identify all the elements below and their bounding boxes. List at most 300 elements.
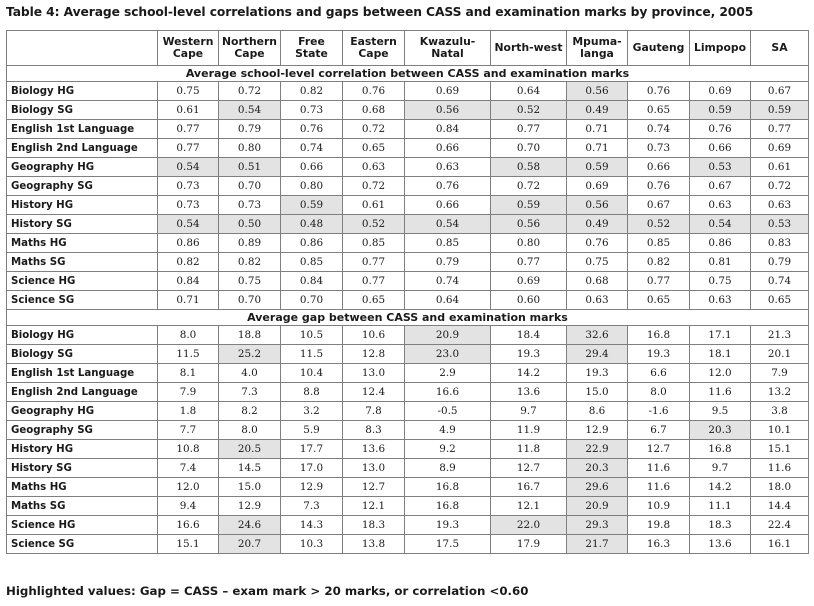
table-cell: 0.51 (219, 158, 281, 177)
table-cell: 20.9 (567, 497, 628, 516)
table-cell: 0.75 (567, 253, 628, 272)
table-cell: 12.7 (343, 478, 405, 497)
table-row (7, 402, 809, 421)
table-cell: 0.71 (567, 120, 628, 139)
table-cell: 0.48 (281, 215, 343, 234)
table-cell: 0.69 (567, 177, 628, 196)
table-cell: 18.3 (343, 516, 405, 535)
table-cell: 12.9 (219, 497, 281, 516)
table-cell: 0.77 (491, 253, 567, 272)
row-label: English 1st Language (7, 364, 158, 383)
table-cell: 18.4 (491, 326, 567, 345)
table-cell: 17.7 (281, 440, 343, 459)
table-cell: 11.5 (281, 345, 343, 364)
table-cell: 0.67 (690, 177, 751, 196)
table-cell: 0.59 (690, 101, 751, 120)
table-cell: 0.66 (405, 196, 491, 215)
table-cell: 11.5 (158, 345, 219, 364)
table-cell: 0.63 (751, 196, 809, 215)
table-cell: 0.74 (751, 272, 809, 291)
table-cell: 16.8 (690, 440, 751, 459)
table-cell: 15.1 (158, 535, 219, 554)
table-cell: 16.6 (158, 516, 219, 535)
column-header-line1: Free (298, 35, 325, 48)
table-cell: 0.69 (751, 139, 809, 158)
table-cell: 18.3 (690, 516, 751, 535)
table-cell: 14.5 (219, 459, 281, 478)
table-cell: 18.0 (751, 478, 809, 497)
table-cell: 16.1 (751, 535, 809, 554)
table-cell: 12.0 (690, 364, 751, 383)
table-cell: 13.6 (343, 440, 405, 459)
row-label: Biology SG (7, 101, 158, 120)
column-header-line1: Limpopo (693, 41, 747, 54)
table-cell: 0.56 (405, 101, 491, 120)
column-header (751, 31, 809, 66)
table-cell: 0.72 (751, 177, 809, 196)
table-row (7, 345, 809, 364)
row-label: Maths SG (7, 497, 158, 516)
table-cell: 0.84 (281, 272, 343, 291)
table-cell: 14.2 (491, 364, 567, 383)
column-header-line2: langa (580, 47, 614, 60)
table-cell: 0.66 (281, 158, 343, 177)
table-cell: 0.85 (628, 234, 690, 253)
table-cell: 8.2 (219, 402, 281, 421)
table-cell: 0.69 (690, 82, 751, 101)
table-cell: 0.74 (628, 120, 690, 139)
row-label: English 1st Language (7, 120, 158, 139)
table-row (7, 272, 809, 291)
table-cell: 0.69 (405, 82, 491, 101)
row-label: Geography HG (7, 158, 158, 177)
row-label: Geography HG (7, 402, 158, 421)
table-row (7, 253, 809, 272)
table-cell: 12.8 (343, 345, 405, 364)
table-cell: 0.79 (751, 253, 809, 272)
table-cell: 15.1 (751, 440, 809, 459)
section-header-row (7, 310, 809, 326)
table-cell: 29.3 (567, 516, 628, 535)
table-cell: 0.77 (343, 272, 405, 291)
table-cell: 0.73 (628, 139, 690, 158)
table-cell: 10.4 (281, 364, 343, 383)
table-cell: -0.5 (405, 402, 491, 421)
table-cell: 21.7 (567, 535, 628, 554)
table-row (7, 459, 809, 478)
table-cell: 20.9 (405, 326, 491, 345)
table-cell: 16.8 (405, 497, 491, 516)
row-label: History HG (7, 440, 158, 459)
row-label: Science HG (7, 516, 158, 535)
table-cell: 14.2 (690, 478, 751, 497)
table-cell: 11.9 (491, 421, 567, 440)
table-cell: 12.0 (158, 478, 219, 497)
table-cell: 10.5 (281, 326, 343, 345)
column-header (491, 31, 567, 66)
column-header (281, 31, 343, 66)
table-cell: 25.2 (219, 345, 281, 364)
table-cell: 0.61 (158, 101, 219, 120)
table-cell: 0.70 (219, 291, 281, 310)
row-label: English 2nd Language (7, 139, 158, 158)
table-cell: 0.64 (405, 291, 491, 310)
table-cell: 0.81 (690, 253, 751, 272)
column-header (628, 31, 690, 66)
table-cell: 14.3 (281, 516, 343, 535)
table-cell: 0.52 (491, 101, 567, 120)
row-label: Biology SG (7, 345, 158, 364)
table-cell: 11.6 (628, 459, 690, 478)
table-cell: 8.8 (281, 383, 343, 402)
table-cell: 7.9 (158, 383, 219, 402)
table-cell: 0.66 (690, 139, 751, 158)
table-title: Table 4: Average school-level correlations and gaps between CASS and examination marks by province, 2005 (6, 5, 754, 19)
table-cell: 0.54 (158, 215, 219, 234)
table-cell: 24.6 (219, 516, 281, 535)
table-cell: -1.6 (628, 402, 690, 421)
table-cell: 0.77 (343, 253, 405, 272)
table-cell: 15.0 (567, 383, 628, 402)
table-cell: 18.1 (690, 345, 751, 364)
column-header-line1: Northern (222, 35, 277, 48)
table-cell: 0.70 (281, 291, 343, 310)
table-cell: 0.59 (751, 101, 809, 120)
table-cell: 7.9 (751, 364, 809, 383)
table-cell: 20.3 (690, 421, 751, 440)
row-label: Science SG (7, 535, 158, 554)
table-cell: 12.1 (343, 497, 405, 516)
table-row (7, 234, 809, 253)
table-cell: 7.3 (281, 497, 343, 516)
table-cell: 16.8 (405, 478, 491, 497)
table-cell: 0.89 (219, 234, 281, 253)
column-header (219, 31, 281, 66)
table-cell: 0.61 (343, 196, 405, 215)
table-cell: 0.82 (219, 253, 281, 272)
table-cell: 0.71 (567, 139, 628, 158)
table-cell: 0.68 (567, 272, 628, 291)
table-cell: 0.65 (343, 291, 405, 310)
table-row (7, 478, 809, 497)
table-cell: 0.79 (219, 120, 281, 139)
table-cell: 0.52 (343, 215, 405, 234)
table-cell: 0.67 (751, 82, 809, 101)
table-cell: 0.86 (281, 234, 343, 253)
table-cell: 0.86 (690, 234, 751, 253)
table-cell: 32.6 (567, 326, 628, 345)
table-cell: 10.1 (751, 421, 809, 440)
section-title: Average school-level correlation between CASS and examination marks (7, 66, 809, 82)
table-cell: 0.79 (405, 253, 491, 272)
table-cell: 17.5 (405, 535, 491, 554)
table-cell: 18.8 (219, 326, 281, 345)
table-cell: 13.8 (343, 535, 405, 554)
table-cell: 13.2 (751, 383, 809, 402)
row-label: Biology HG (7, 326, 158, 345)
table-row (7, 215, 809, 234)
table-cell: 0.63 (690, 291, 751, 310)
table-cell: 13.6 (690, 535, 751, 554)
column-header-line1: Mpuma- (572, 35, 622, 48)
table-cell: 0.63 (567, 291, 628, 310)
row-label: Biology HG (7, 82, 158, 101)
table-cell: 0.76 (628, 82, 690, 101)
table-cell: 0.72 (219, 82, 281, 101)
table-cell: 0.77 (751, 120, 809, 139)
table-cell: 0.50 (219, 215, 281, 234)
table-cell: 11.1 (690, 497, 751, 516)
table-cell: 0.73 (158, 177, 219, 196)
table-row (7, 291, 809, 310)
table-cell: 1.8 (158, 402, 219, 421)
table-cell: 14.4 (751, 497, 809, 516)
table-cell: 19.3 (405, 516, 491, 535)
table-cell: 2.9 (405, 364, 491, 383)
table-cell: 0.76 (281, 120, 343, 139)
column-header-line1: Western (162, 35, 214, 48)
table-cell: 10.8 (158, 440, 219, 459)
table-row (7, 101, 809, 120)
table-cell: 0.66 (405, 139, 491, 158)
row-label: Science SG (7, 291, 158, 310)
table-cell: 8.1 (158, 364, 219, 383)
row-label: Geography SG (7, 421, 158, 440)
row-label: English 2nd Language (7, 383, 158, 402)
column-header-line1: SA (771, 41, 788, 54)
table-cell: 16.7 (491, 478, 567, 497)
table-cell: 19.3 (628, 345, 690, 364)
column-header (567, 31, 628, 66)
table-cell: 20.3 (567, 459, 628, 478)
table-cell: 0.67 (628, 196, 690, 215)
table-cell: 19.3 (567, 364, 628, 383)
table-cell: 7.3 (219, 383, 281, 402)
row-label: History HG (7, 196, 158, 215)
table-cell: 20.5 (219, 440, 281, 459)
table-cell: 8.3 (343, 421, 405, 440)
table-cell: 0.74 (405, 272, 491, 291)
table-cell: 0.80 (281, 177, 343, 196)
table-cell: 10.3 (281, 535, 343, 554)
table-cell: 0.76 (405, 177, 491, 196)
row-label: History SG (7, 215, 158, 234)
table-cell: 19.8 (628, 516, 690, 535)
table-cell: 0.75 (690, 272, 751, 291)
table-cell: 29.4 (567, 345, 628, 364)
footnote: Highlighted values: Gap = CASS – exam mark > 20 marks, or correlation <0.60 (6, 584, 529, 598)
column-header-line2: Cape (234, 47, 265, 60)
table-cell: 29.6 (567, 478, 628, 497)
table-cell: 6.7 (628, 421, 690, 440)
table-cell: 13.0 (343, 459, 405, 478)
table-cell: 0.69 (491, 272, 567, 291)
table-cell: 0.68 (343, 101, 405, 120)
row-label-header (7, 31, 158, 66)
column-header (158, 31, 219, 66)
table-cell: 7.8 (343, 402, 405, 421)
table-row (7, 364, 809, 383)
table-cell: 0.58 (491, 158, 567, 177)
table-cell: 0.86 (158, 234, 219, 253)
table-cell: 0.64 (491, 82, 567, 101)
table-cell: 0.52 (628, 215, 690, 234)
table-row (7, 120, 809, 139)
table-cell: 11.6 (751, 459, 809, 478)
table-cell: 10.9 (628, 497, 690, 516)
table-cell: 0.82 (281, 82, 343, 101)
table-cell: 12.7 (628, 440, 690, 459)
table-cell: 9.7 (690, 459, 751, 478)
table-cell: 7.7 (158, 421, 219, 440)
table-cell: 7.4 (158, 459, 219, 478)
table-cell: 9.5 (690, 402, 751, 421)
table-cell: 6.6 (628, 364, 690, 383)
table-cell: 12.7 (491, 459, 567, 478)
data-table (6, 30, 809, 554)
table-cell: 9.4 (158, 497, 219, 516)
table-cell: 13.0 (343, 364, 405, 383)
table-cell: 0.85 (343, 234, 405, 253)
row-label: Geography SG (7, 177, 158, 196)
table-row (7, 196, 809, 215)
column-header (405, 31, 491, 66)
table-cell: 19.3 (491, 345, 567, 364)
table-row (7, 383, 809, 402)
table-cell: 0.56 (491, 215, 567, 234)
table-row (7, 82, 809, 101)
table-row (7, 139, 809, 158)
table-cell: 10.6 (343, 326, 405, 345)
table-row (7, 440, 809, 459)
table-cell: 0.80 (219, 139, 281, 158)
column-header-line1: Gauteng (632, 41, 685, 54)
table-cell: 20.7 (219, 535, 281, 554)
table-cell: 12.4 (343, 383, 405, 402)
table-cell: 12.9 (281, 478, 343, 497)
table-cell: 0.59 (567, 158, 628, 177)
table-row (7, 421, 809, 440)
table-cell: 0.53 (751, 215, 809, 234)
table-cell: 20.1 (751, 345, 809, 364)
table-cell: 0.54 (405, 215, 491, 234)
section-header-row (7, 66, 809, 82)
table-cell: 16.8 (628, 326, 690, 345)
table-cell: 0.77 (158, 139, 219, 158)
table-cell: 0.72 (343, 177, 405, 196)
table-cell: 11.8 (491, 440, 567, 459)
table-cell: 17.1 (690, 326, 751, 345)
table-cell: 8.0 (628, 383, 690, 402)
header-row (7, 31, 809, 66)
table-cell: 0.76 (628, 177, 690, 196)
table-cell: 23.0 (405, 345, 491, 364)
table-cell: 15.0 (219, 478, 281, 497)
table-cell: 0.49 (567, 101, 628, 120)
table-row (7, 177, 809, 196)
table-cell: 0.70 (219, 177, 281, 196)
table-cell: 0.76 (690, 120, 751, 139)
table-cell: 21.3 (751, 326, 809, 345)
table-cell: 0.84 (405, 120, 491, 139)
column-header-line1: North-west (494, 41, 563, 54)
table-cell: 0.72 (491, 177, 567, 196)
row-label: Maths HG (7, 234, 158, 253)
table-cell: 0.66 (628, 158, 690, 177)
column-header (690, 31, 751, 66)
table-cell: 0.56 (567, 196, 628, 215)
table-cell: 22.9 (567, 440, 628, 459)
table-row (7, 326, 809, 345)
table-cell: 16.6 (405, 383, 491, 402)
table-cell: 0.73 (281, 101, 343, 120)
table-cell: 3.8 (751, 402, 809, 421)
table-cell: 17.9 (491, 535, 567, 554)
table-cell: 0.65 (628, 291, 690, 310)
table-cell: 8.0 (219, 421, 281, 440)
column-header-line2: Cape (358, 47, 389, 60)
table-cell: 0.75 (219, 272, 281, 291)
table-cell: 22.4 (751, 516, 809, 535)
table-cell: 0.63 (690, 196, 751, 215)
table-cell: 4.0 (219, 364, 281, 383)
column-header-line2: Cape (172, 47, 204, 60)
table-cell: 0.77 (491, 120, 567, 139)
table-cell: 0.65 (343, 139, 405, 158)
column-header (343, 31, 405, 66)
section-title: Average gap between CASS and examination marks (7, 310, 809, 326)
table-cell: 0.77 (158, 120, 219, 139)
table-cell: 0.76 (567, 234, 628, 253)
table-cell: 0.74 (281, 139, 343, 158)
table-cell: 12.9 (567, 421, 628, 440)
table-cell: 0.73 (158, 196, 219, 215)
table-cell: 12.1 (491, 497, 567, 516)
column-header-line1: Eastern (350, 35, 397, 48)
column-header-line1: Kwazulu- (419, 35, 476, 48)
table-cell: 0.85 (405, 234, 491, 253)
table-row (7, 158, 809, 177)
table-cell: 0.61 (751, 158, 809, 177)
table-cell: 0.65 (628, 101, 690, 120)
table-row (7, 535, 809, 554)
table-cell: 0.63 (405, 158, 491, 177)
table-cell: 0.80 (491, 234, 567, 253)
row-label: Maths SG (7, 253, 158, 272)
table-cell: 0.73 (219, 196, 281, 215)
table-cell: 16.3 (628, 535, 690, 554)
table-cell: 3.2 (281, 402, 343, 421)
table-cell: 0.54 (690, 215, 751, 234)
table-cell: 9.2 (405, 440, 491, 459)
row-label: History SG (7, 459, 158, 478)
column-header-line2: State (295, 47, 328, 60)
table-cell: 0.70 (491, 139, 567, 158)
table-cell: 0.75 (158, 82, 219, 101)
table-cell: 0.85 (281, 253, 343, 272)
table-body (7, 66, 809, 554)
table-cell: 0.59 (491, 196, 567, 215)
table-cell: 8.6 (567, 402, 628, 421)
table-cell: 0.54 (158, 158, 219, 177)
column-header-line2: Natal (431, 47, 464, 60)
table-cell: 11.6 (628, 478, 690, 497)
table-cell: 0.59 (281, 196, 343, 215)
table-cell: 0.82 (158, 253, 219, 272)
table-cell: 0.84 (158, 272, 219, 291)
table-cell: 0.65 (751, 291, 809, 310)
table-cell: 17.0 (281, 459, 343, 478)
